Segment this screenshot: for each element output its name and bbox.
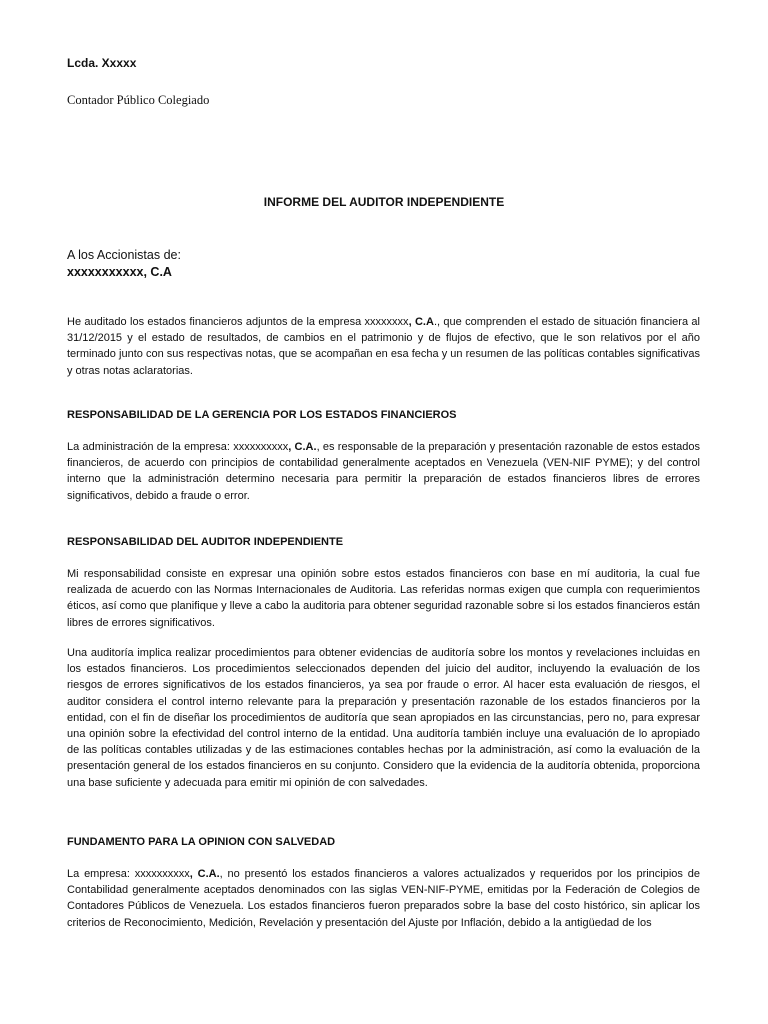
intro-company: , C.A (408, 316, 434, 328)
management-company: , C.A. (288, 441, 317, 453)
intro-paragraph (67, 314, 700, 379)
auditor-paragraph-2: Una auditoría implica realizar procedimientos para obtener evidencias de auditoría sobre los montos y revelaciones incluidas en los estados financieros. Los procedimientos seleccionados dependen del juicio del auditor, incluyendo la evaluación de los riesgos de errores significativos de los estados financieros, ya sea por fraude o error. Al hacer esta evaluación de riesgos, el auditor considera el control interno relevante para la preparación y presentación razonable de los estados financieros por la entidad, con el fin de diseñar los procedimientos de auditoría que sean apropiados en las circunstancias, pero no, para expresar una opinión sobre la efectividad del control interno de la entidad. Una auditoría también incluye una evaluación de lo apropiado de las políticas contables utilizadas y de las estimaciones contables hechas por la administración, así como la evaluación de la presentación general de los estados financieros en su conjunto. Considero que la evidencia de la auditoría obtenida, proporciona una base suficiente y adecuada para emitir mi opinión de con salvedades. (67, 647, 700, 789)
qualified-text-end: , no presentó los estados financieros a valores actualizados y requeridos por los principios de Contabilidad generalmente aceptados denominados con las siglas VEN-NIF-PYME, emitidas por la Federación de Colegios de Contadores Públicos de Venezuela. Los estados financieros fueron preparados sobre la base del costo histórico, sin aplicar los criterios de Reconocimiento, Medición, Revelación y presentación del Ajuste por Inflación, debido a la antigüedad de los (67, 868, 700, 929)
intro-text-start: He auditado los estados financieros adjuntos de la empresa xxxxxxxx (67, 316, 409, 328)
document-title: INFORME DEL AUDITOR INDEPENDIENTE (263, 195, 505, 209)
author-name: Lcda. Xxxxx (67, 56, 137, 70)
management-text-end: , es responsable de la preparación y presentación razonable de estos estados financieros, de acuerdo con principios de contabilidad generalmente aceptados en Venezuela (VEN-NIF PYME); y del control interno que la administración determino necesaria para permitir la preparación de estados financieros libres de errores significativos, debido a fraude o error. (67, 441, 700, 502)
management-heading: RESPONSABILIDAD DE LA GERENCIA POR LOS ESTADOS FINANCIEROS (67, 409, 457, 421)
addressee-line: A los Accionistas de: (67, 248, 181, 262)
qualified-text-start: La empresa: xxxxxxxxxx (67, 868, 190, 880)
auditor-heading: RESPONSABILIDAD DEL AUDITOR INDEPENDIENTE (67, 536, 344, 548)
management-paragraph (67, 439, 700, 504)
management-text-start: La administración de la empresa: xxxxxxxxxx (67, 441, 289, 453)
qualified-company: , C.A. (189, 868, 220, 880)
qualified-heading: FUNDAMENTO PARA LA OPINION CON SALVEDAD (67, 836, 336, 848)
intro-text-end: ., que comprenden el estado de situación financiera al 31/12/2015 y el estado de resultados, de cambios en el patrimonio y de flujos de efectivo, que le son relativos por el año terminado junto con sus respectivas notas, que se acompañan en esa fecha y un resumen de las políticas contables significativas y otras notas aclaratorias. (67, 316, 700, 377)
qualified-paragraph (67, 866, 700, 931)
addressee-block (67, 247, 181, 281)
auditor-paragraph-1: Mi responsabilidad consiste en expresar una opinión sobre estos estados financieros con base en mí auditoria, la cual fue realizada de acuerdo con las Normas Internacionales de Auditoria. Las referidas normas exigen que cumpla con requerimientos éticos, así como que planifique y lleve a cabo la auditoria para obtener seguridad razonable sobre si los estados financieros están libres de errores significativos. (67, 568, 700, 629)
addressee-company: xxxxxxxxxxx, C.A (67, 265, 172, 279)
author-title: Contador Público Colegiado (67, 93, 210, 107)
